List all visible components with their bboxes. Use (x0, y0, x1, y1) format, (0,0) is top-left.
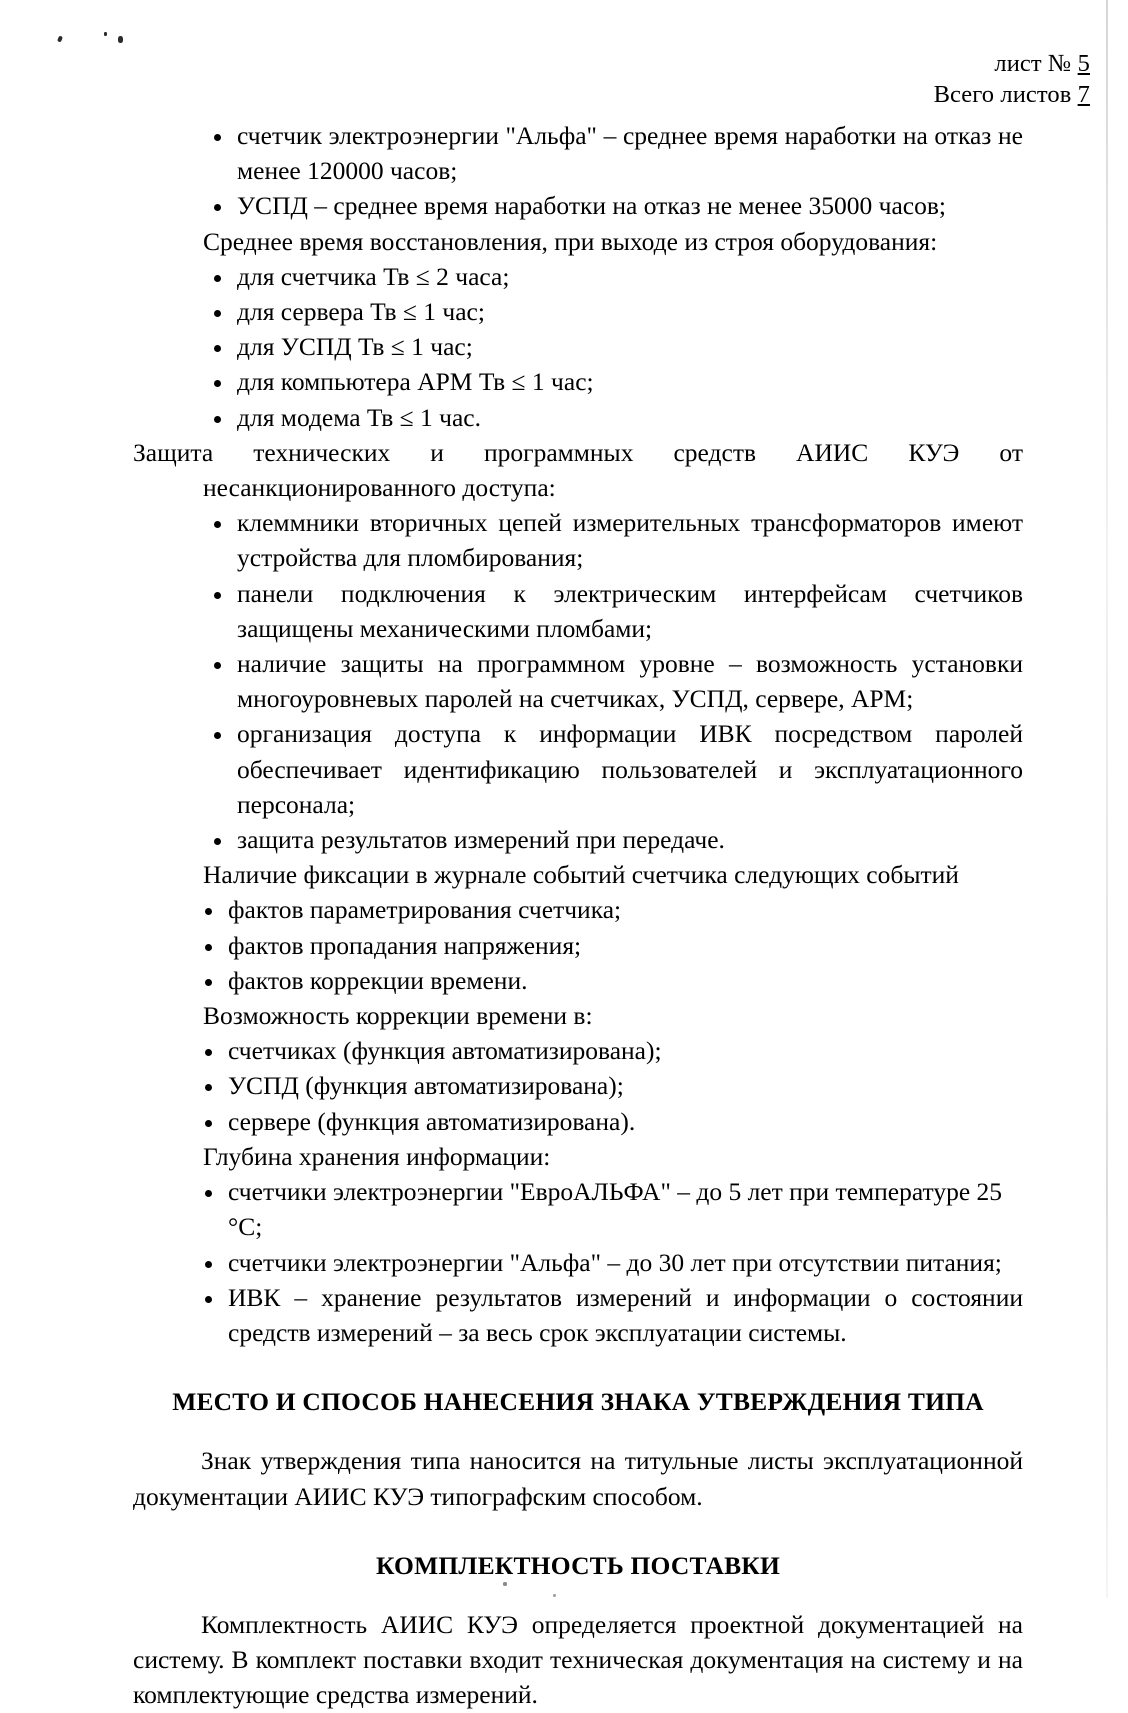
recovery-bullet-list (212, 259, 1023, 435)
section-spacer (133, 1350, 1023, 1384)
list-item: организация доступа к информации ИВК посредством паролей обеспечивает идентификацию пользователей и эксплуатационного персонала; (212, 716, 1023, 822)
list-item: наличие защиты на программном уровне – возможность установки многоуровневых паролей на счетчиках, УСПД, сервере, АРМ; (212, 646, 1023, 716)
list-item: счетчики электроэнергии "ЕвроАЛЬФА" – до 5 лет при температуре 25 °С; (203, 1174, 1023, 1244)
list-item: УСПД – среднее время наработки на отказ не менее 35000 часов; (212, 188, 1023, 223)
total-sheets-line (934, 79, 1090, 110)
list-item: фактов пропадания напряжения; (203, 928, 1023, 963)
scan-speck (118, 36, 123, 43)
sheet-number-line (934, 48, 1090, 79)
list-item: для счетчика Тв ≤ 2 часа; (212, 259, 1023, 294)
storage-intro-paragraph: Глубина хранения информации: (203, 1141, 551, 1171)
section-spacer (133, 1419, 1023, 1443)
list-item: для компьютера АРМ Тв ≤ 1 час; (212, 364, 1023, 399)
list-item: защита результатов измерений при передаче. (212, 822, 1023, 857)
list-item: счетчиках (функция автоматизирована); (203, 1033, 1023, 1068)
list-item: сервере (функция автоматизирована). (203, 1104, 1023, 1139)
list-item: для УСПД Тв ≤ 1 час; (212, 329, 1023, 364)
section-heading-delivery-set: КОМПЛЕКТНОСТЬ ПОСТАВКИ (375, 1550, 781, 1580)
list-item: счетчики электроэнергии "Альфа" – до 30 лет при отсутствии питания; (203, 1245, 1023, 1280)
sheet-label: лист № (994, 50, 1072, 77)
section-spacer (133, 1514, 1023, 1548)
section-spacer (133, 1583, 1023, 1607)
document-body (133, 118, 1023, 1713)
total-sheets-label: Всего листов (933, 81, 1072, 109)
list-item: фактов параметрирования счетчика; (203, 892, 1023, 927)
section-heading-type-mark: МЕСТО И СПОСОБ НАНЕСЕНИЯ ЗНАКА УТВЕРЖДЕНИЯ ТИПА (172, 1387, 984, 1417)
list-item: фактов коррекции времени. (203, 963, 1023, 998)
protection-intro-paragraph: Защита технических и программных средств АИИС КУЭ от несанкционированного доступа: (133, 437, 1023, 503)
time-correction-intro-paragraph: Возможность коррекции времени в: (203, 1001, 593, 1031)
storage-bullet-list (203, 1174, 1023, 1350)
list-item: счетчик электроэнергии "Альфа" – среднее время наработки на отказ не менее 120000 часов; (212, 118, 1023, 188)
recovery-intro-paragraph: Среднее время восстановления, при выходе из строя оборудования: (203, 226, 938, 256)
reliability-bullet-list (212, 118, 1023, 224)
events-bullet-list (203, 892, 1023, 998)
list-item: для сервера Тв ≤ 1 час; (212, 294, 1023, 329)
list-item: для модема Тв ≤ 1 час. (212, 400, 1023, 435)
list-item: клеммники вторичных цепей измерительных трансформаторов имеют устройства для пломбирования; (212, 505, 1023, 575)
protection-bullet-list (212, 505, 1023, 857)
list-item: ИВК – хранение результатов измерений и информации о состоянии средств измерений – за весь срок эксплуатации системы. (203, 1280, 1023, 1350)
section-paragraph-type-mark: Знак утверждения типа наносится на титульные листы эксплуатационной документации АИИС КУЭ типографским способом. (133, 1446, 1023, 1511)
time-correction-bullet-list (203, 1033, 1023, 1139)
total-sheets-number: 7 (1077, 81, 1090, 109)
scan-edge-artifact (1106, 0, 1108, 1598)
section-paragraph-delivery-set: Комплектность АИИС КУЭ определяется проектной документацией на систему. В комплект поставки входит техническая документация на систему и на комплектующие средства измерений. (133, 1609, 1023, 1710)
sheet-number: 5 (1077, 50, 1090, 77)
list-item: УСПД (функция автоматизирована); (203, 1068, 1023, 1103)
page-header (934, 48, 1090, 111)
scan-speck (57, 35, 63, 42)
list-item: панели подключения к электрическим интерфейсам счетчиков защищены механическими пломбами; (212, 576, 1023, 646)
scan-speck (104, 32, 107, 36)
events-intro-paragraph: Наличие фиксации в журнале событий счетчика следующих событий (203, 860, 959, 890)
